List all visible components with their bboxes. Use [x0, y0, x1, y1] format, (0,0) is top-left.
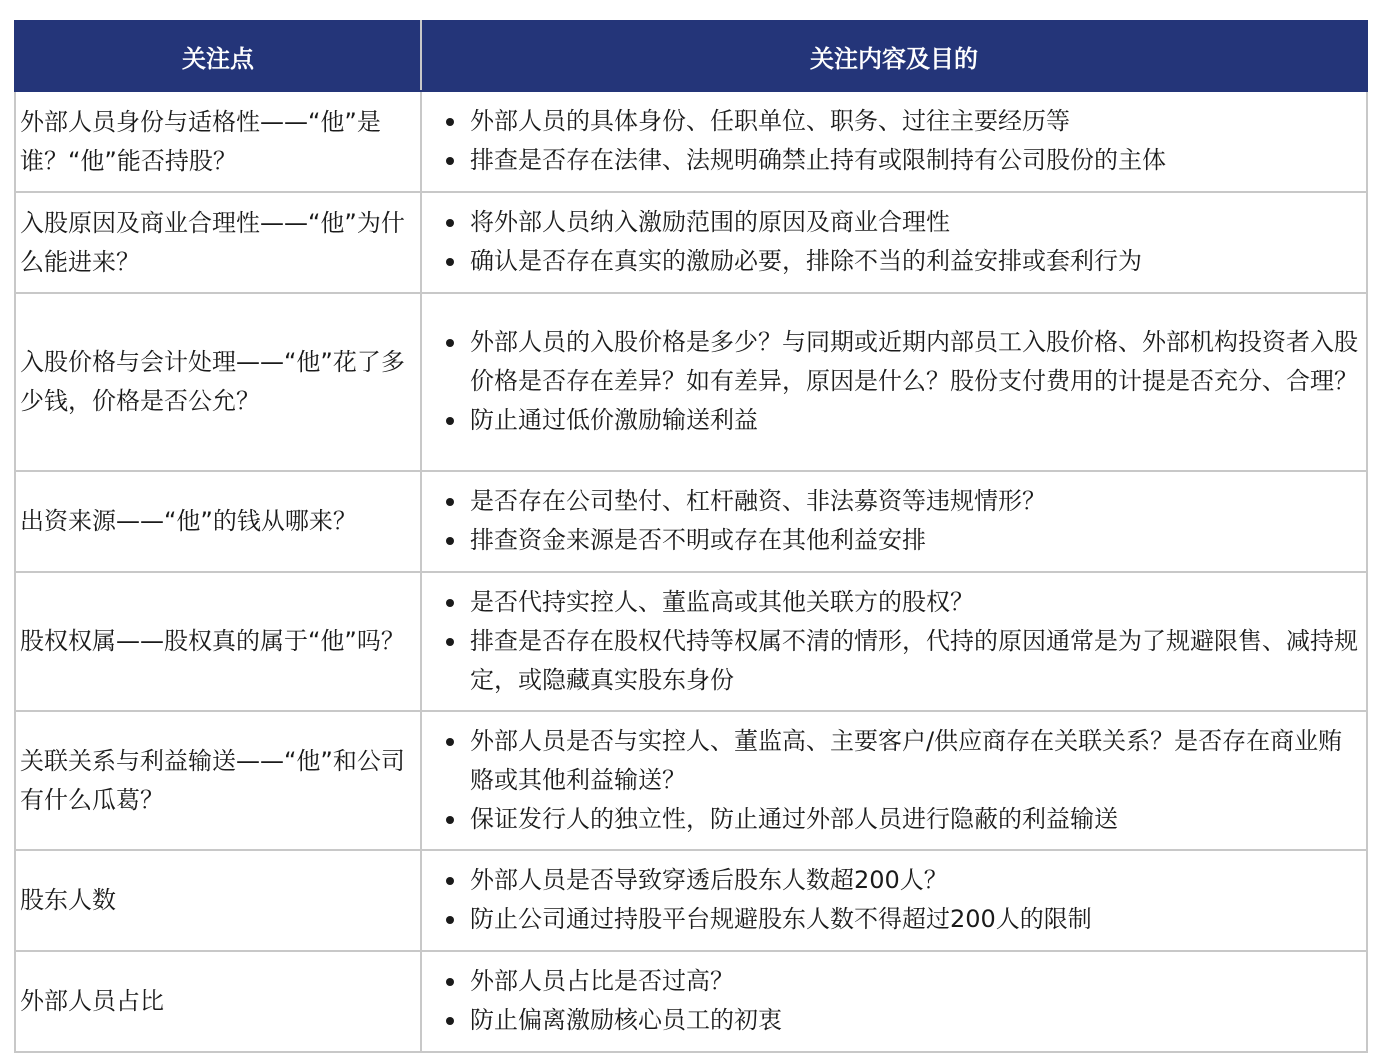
- bullet-list: [442, 583, 1360, 700]
- focus-points-table: [14, 20, 1368, 1053]
- list-item: 是否代持实控人、董监高或其他关联方的股权？: [442, 583, 1360, 622]
- header-row: [15, 21, 1367, 91]
- list-item: 外部人员是否与实控人、董监高、主要客户/供应商存在关联关系？是否存在商业贿赂或其他利益输送？: [442, 722, 1360, 800]
- list-item: 排查是否存在法律、法规明确禁止持有或限制持有公司股份的主体: [442, 141, 1360, 180]
- list-item: 确认是否存在真实的激励必要，排除不当的利益安排或套利行为: [442, 242, 1360, 281]
- row-content: [421, 711, 1367, 850]
- table-row: [15, 293, 1367, 471]
- row-topic: 外部人员身份与适格性——“他”是谁？“他”能否持股？: [15, 91, 421, 192]
- row-topic: 股东人数: [15, 850, 421, 951]
- bullet-list: [442, 482, 1360, 560]
- row-content: [421, 850, 1367, 951]
- row-topic: 股权权属——股权真的属于“他”吗？: [15, 572, 421, 711]
- list-item: 防止公司通过持股平台规避股东人数不得超过200人的限制: [442, 900, 1360, 939]
- list-item: 外部人员的入股价格是多少？与同期或近期内部员工入股价格、外部机构投资者入股价格是否存在差异？如有差异，原因是什么？股份支付费用的计提是否充分、合理？: [442, 323, 1360, 401]
- bullet-list: [442, 323, 1360, 440]
- row-content: [421, 91, 1367, 192]
- header-focus-point: 关注点: [15, 21, 421, 91]
- header-content-purpose: 关注内容及目的: [421, 21, 1367, 91]
- list-item: 防止通过低价激励输送利益: [442, 401, 1360, 440]
- table-row: [15, 192, 1367, 293]
- table-row: [15, 850, 1367, 951]
- table-header: [15, 21, 1367, 91]
- row-topic: 入股价格与会计处理——“他”花了多少钱，价格是否公允？: [15, 293, 421, 471]
- table-row: [15, 951, 1367, 1052]
- row-content: [421, 293, 1367, 471]
- bullet-list: [442, 962, 1360, 1040]
- list-item: 防止偏离激励核心员工的初衷: [442, 1001, 1360, 1040]
- bullet-list: [442, 203, 1360, 281]
- list-item: 将外部人员纳入激励范围的原因及商业合理性: [442, 203, 1360, 242]
- row-content: [421, 951, 1367, 1052]
- list-item: 排查是否存在股权代持等权属不清的情形，代持的原因通常是为了规避限售、减持规定，或隐藏真实股东身份: [442, 622, 1360, 700]
- table-row: [15, 711, 1367, 850]
- list-item: 保证发行人的独立性，防止通过外部人员进行隐蔽的利益输送: [442, 800, 1360, 839]
- table-row: [15, 572, 1367, 711]
- bullet-list: [442, 861, 1360, 939]
- focus-points-table-container: [14, 20, 1366, 1053]
- row-topic: 关联关系与利益输送——“他”和公司有什么瓜葛？: [15, 711, 421, 850]
- list-item: 外部人员的具体身份、任职单位、职务、过往主要经历等: [442, 102, 1360, 141]
- bullet-list: [442, 722, 1360, 839]
- bullet-list: [442, 102, 1360, 180]
- row-content: [421, 572, 1367, 711]
- table-body: [15, 91, 1367, 1052]
- table-row: [15, 91, 1367, 192]
- row-topic: 出资来源——“他”的钱从哪来？: [15, 471, 421, 572]
- list-item: 是否存在公司垫付、杠杆融资、非法募资等违规情形？: [442, 482, 1360, 521]
- list-item: 排查资金来源是否不明或存在其他利益安排: [442, 521, 1360, 560]
- row-topic: 外部人员占比: [15, 951, 421, 1052]
- row-topic: 入股原因及商业合理性——“他”为什么能进来？: [15, 192, 421, 293]
- list-item: 外部人员是否导致穿透后股东人数超200人？: [442, 861, 1360, 900]
- list-item: 外部人员占比是否过高？: [442, 962, 1360, 1001]
- row-content: [421, 471, 1367, 572]
- table-row: [15, 471, 1367, 572]
- row-content: [421, 192, 1367, 293]
